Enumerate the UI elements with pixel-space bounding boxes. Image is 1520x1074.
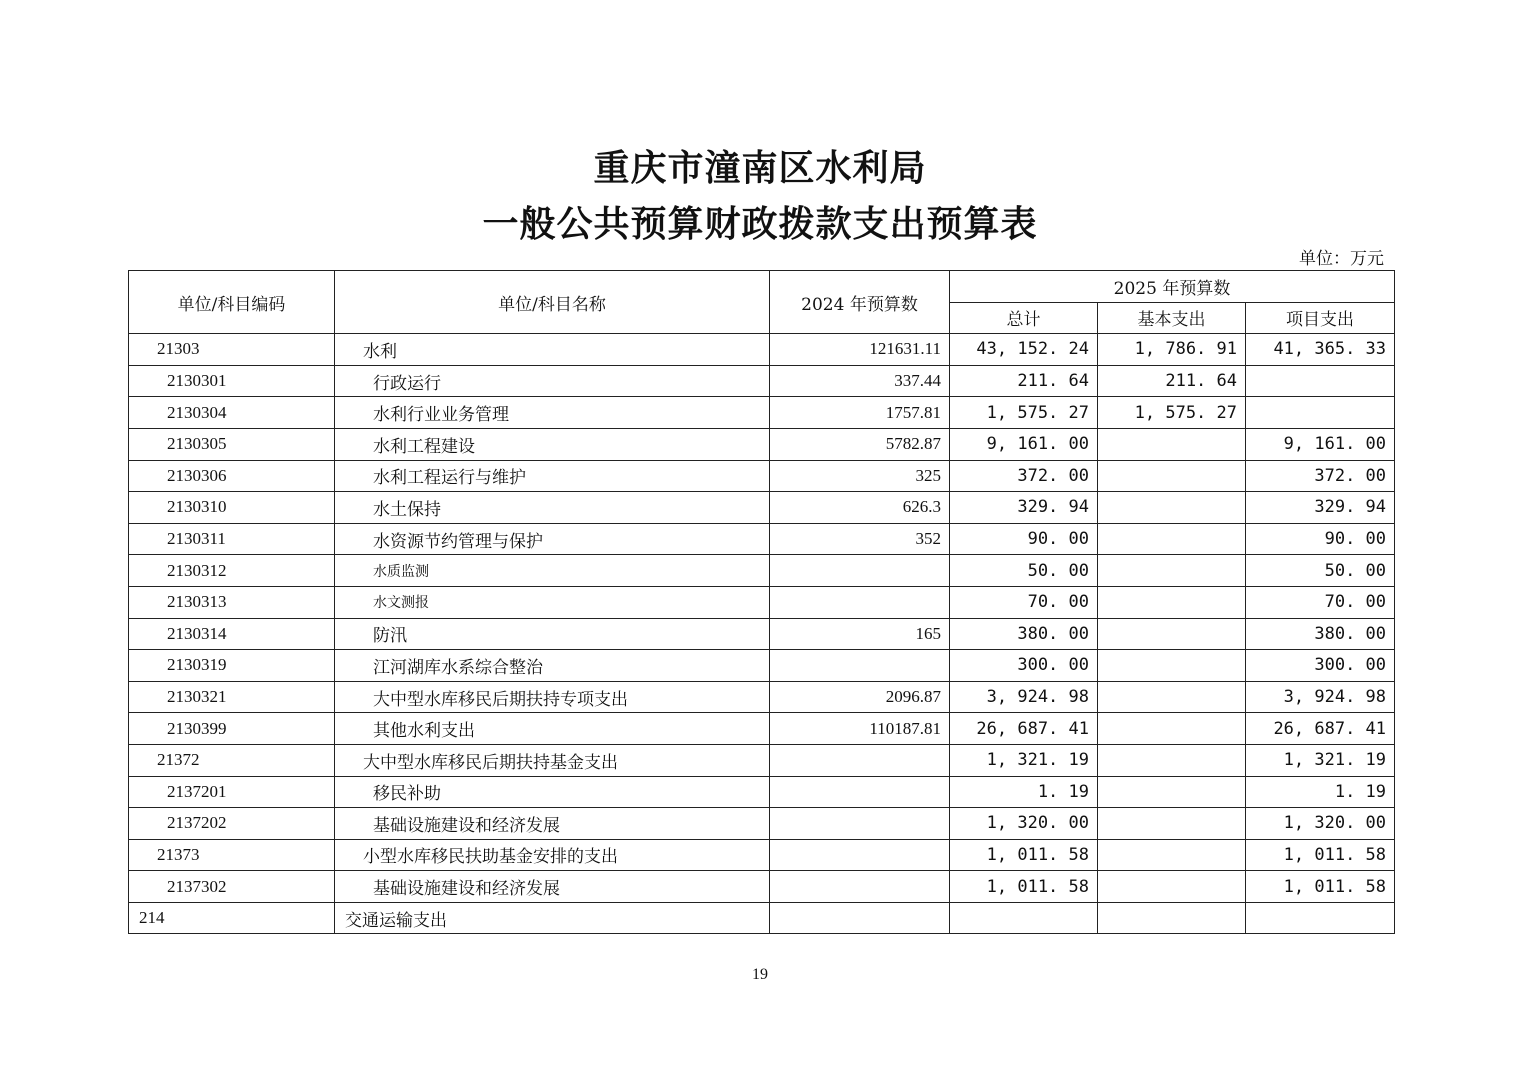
table-row — [129, 713, 1395, 745]
cell-project: 380. 00 — [1246, 618, 1395, 650]
cell-basic — [1098, 744, 1246, 776]
cell-basic — [1098, 871, 1246, 903]
table-row — [129, 871, 1395, 903]
cell-basic — [1098, 523, 1246, 555]
header-basic: 基本支出 — [1098, 302, 1246, 334]
cell-budget-2024 — [770, 586, 950, 618]
cell-code: 2130311 — [129, 523, 335, 555]
cell-budget-2024 — [770, 650, 950, 682]
cell-budget-2024 — [770, 808, 950, 840]
cell-name: 基础设施建设和经济发展 — [335, 871, 770, 903]
cell-total: 1, 011. 58 — [950, 839, 1098, 871]
cell-code: 2130321 — [129, 681, 335, 713]
cell-budget-2024 — [770, 776, 950, 808]
cell-basic — [1098, 460, 1246, 492]
cell-total — [950, 902, 1098, 934]
cell-project — [1246, 365, 1395, 397]
cell-name: 水利 — [335, 334, 770, 366]
cell-name: 小型水库移民扶助基金安排的支出 — [335, 839, 770, 871]
cell-code: 21373 — [129, 839, 335, 871]
cell-basic: 1, 575. 27 — [1098, 397, 1246, 429]
cell-budget-2024 — [770, 871, 950, 903]
cell-code: 21372 — [129, 744, 335, 776]
cell-code: 2130314 — [129, 618, 335, 650]
cell-budget-2024: 337.44 — [770, 365, 950, 397]
cell-basic — [1098, 428, 1246, 460]
cell-budget-2024 — [770, 839, 950, 871]
table-row — [129, 808, 1395, 840]
cell-project: 1, 011. 58 — [1246, 839, 1395, 871]
cell-name: 大中型水库移民后期扶持专项支出 — [335, 681, 770, 713]
cell-project: 1, 321. 19 — [1246, 744, 1395, 776]
cell-budget-2024 — [770, 902, 950, 934]
cell-basic — [1098, 808, 1246, 840]
cell-basic — [1098, 618, 1246, 650]
cell-project: 329. 94 — [1246, 492, 1395, 524]
cell-basic — [1098, 492, 1246, 524]
cell-total: 9, 161. 00 — [950, 428, 1098, 460]
unit-label: 单位：万元 — [1299, 249, 1384, 269]
cell-basic — [1098, 586, 1246, 618]
table-row — [129, 744, 1395, 776]
cell-project: 9, 161. 00 — [1246, 428, 1395, 460]
cell-code: 2130399 — [129, 713, 335, 745]
header-budget-2024: 2024 年预算数 — [770, 271, 950, 334]
table-row — [129, 776, 1395, 808]
cell-basic — [1098, 681, 1246, 713]
cell-project: 26, 687. 41 — [1246, 713, 1395, 745]
cell-total: 70. 00 — [950, 586, 1098, 618]
header-budget-2025: 2025 年预算数 — [950, 271, 1395, 303]
cell-project: 50. 00 — [1246, 555, 1395, 587]
table-row — [129, 555, 1395, 587]
cell-basic — [1098, 713, 1246, 745]
cell-code: 2130306 — [129, 460, 335, 492]
document-title-line2: 一般公共预算财政拨款支出预算表 — [482, 204, 1038, 245]
cell-basic: 211. 64 — [1098, 365, 1246, 397]
table-row — [129, 902, 1395, 934]
cell-basic — [1098, 555, 1246, 587]
cell-project — [1246, 397, 1395, 429]
cell-code: 21303 — [129, 334, 335, 366]
cell-project: 41, 365. 33 — [1246, 334, 1395, 366]
cell-budget-2024: 5782.87 — [770, 428, 950, 460]
table-row — [129, 839, 1395, 871]
cell-total: 1, 011. 58 — [950, 871, 1098, 903]
cell-name: 移民补助 — [335, 776, 770, 808]
cell-budget-2024: 626.3 — [770, 492, 950, 524]
cell-name: 基础设施建设和经济发展 — [335, 808, 770, 840]
cell-name: 其他水利支出 — [335, 713, 770, 745]
cell-total: 90. 00 — [950, 523, 1098, 555]
cell-budget-2024: 325 — [770, 460, 950, 492]
table-row — [129, 618, 1395, 650]
cell-project — [1246, 902, 1395, 934]
cell-project: 3, 924. 98 — [1246, 681, 1395, 713]
cell-name: 江河湖库水系综合整治 — [335, 650, 770, 682]
cell-total: 372. 00 — [950, 460, 1098, 492]
cell-code: 2137302 — [129, 871, 335, 903]
cell-budget-2024: 2096.87 — [770, 681, 950, 713]
cell-name: 防汛 — [335, 618, 770, 650]
cell-code: 2130313 — [129, 586, 335, 618]
cell-total: 300. 00 — [950, 650, 1098, 682]
cell-budget-2024: 352 — [770, 523, 950, 555]
cell-budget-2024: 165 — [770, 618, 950, 650]
cell-project: 90. 00 — [1246, 523, 1395, 555]
table-row — [129, 650, 1395, 682]
cell-name: 大中型水库移民后期扶持基金支出 — [335, 744, 770, 776]
cell-name: 水质监测 — [335, 555, 770, 587]
cell-code: 2130310 — [129, 492, 335, 524]
cell-code: 2130305 — [129, 428, 335, 460]
table-row — [129, 460, 1395, 492]
cell-budget-2024: 1757.81 — [770, 397, 950, 429]
cell-basic: 1, 786. 91 — [1098, 334, 1246, 366]
cell-basic — [1098, 650, 1246, 682]
table-row — [129, 365, 1395, 397]
header-project: 项目支出 — [1246, 302, 1395, 334]
cell-total: 1, 321. 19 — [950, 744, 1098, 776]
table-row — [129, 586, 1395, 618]
page-number: 19 — [752, 966, 768, 983]
table-row — [129, 492, 1395, 524]
cell-budget-2024: 121631.11 — [770, 334, 950, 366]
cell-project: 1. 19 — [1246, 776, 1395, 808]
cell-code: 214 — [129, 902, 335, 934]
cell-project: 372. 00 — [1246, 460, 1395, 492]
cell-budget-2024: 110187.81 — [770, 713, 950, 745]
cell-name: 水利行业业务管理 — [335, 397, 770, 429]
header-name: 单位/科目名称 — [335, 271, 770, 334]
cell-name: 水土保持 — [335, 492, 770, 524]
cell-project: 1, 320. 00 — [1246, 808, 1395, 840]
cell-budget-2024 — [770, 744, 950, 776]
table-row — [129, 428, 1395, 460]
cell-total: 329. 94 — [950, 492, 1098, 524]
header-total: 总计 — [950, 302, 1098, 334]
cell-basic — [1098, 839, 1246, 871]
table-row — [129, 397, 1395, 429]
cell-total: 3, 924. 98 — [950, 681, 1098, 713]
cell-code: 2130319 — [129, 650, 335, 682]
cell-code: 2137202 — [129, 808, 335, 840]
cell-total: 50. 00 — [950, 555, 1098, 587]
table-row — [129, 334, 1395, 366]
cell-total: 1, 575. 27 — [950, 397, 1098, 429]
budget-table — [128, 270, 1395, 934]
cell-name: 水文测报 — [335, 586, 770, 618]
cell-code: 2130304 — [129, 397, 335, 429]
cell-total: 1. 19 — [950, 776, 1098, 808]
cell-project: 1, 011. 58 — [1246, 871, 1395, 903]
table-row — [129, 523, 1395, 555]
cell-project: 70. 00 — [1246, 586, 1395, 618]
cell-name: 水利工程运行与维护 — [335, 460, 770, 492]
cell-name: 水利工程建设 — [335, 428, 770, 460]
cell-basic — [1098, 902, 1246, 934]
cell-name: 水资源节约管理与保护 — [335, 523, 770, 555]
cell-budget-2024 — [770, 555, 950, 587]
cell-code: 2130312 — [129, 555, 335, 587]
cell-basic — [1098, 776, 1246, 808]
cell-total: 211. 64 — [950, 365, 1098, 397]
table-row — [129, 681, 1395, 713]
cell-name: 行政运行 — [335, 365, 770, 397]
cell-total: 1, 320. 00 — [950, 808, 1098, 840]
cell-code: 2137201 — [129, 776, 335, 808]
document-title-line1: 重庆市潼南区水利局 — [593, 148, 927, 189]
header-code: 单位/科目编码 — [129, 271, 335, 334]
cell-name: 交通运输支出 — [335, 902, 770, 934]
cell-total: 43, 152. 24 — [950, 334, 1098, 366]
cell-code: 2130301 — [129, 365, 335, 397]
cell-total: 380. 00 — [950, 618, 1098, 650]
cell-total: 26, 687. 41 — [950, 713, 1098, 745]
table-body — [129, 334, 1395, 934]
cell-project: 300. 00 — [1246, 650, 1395, 682]
